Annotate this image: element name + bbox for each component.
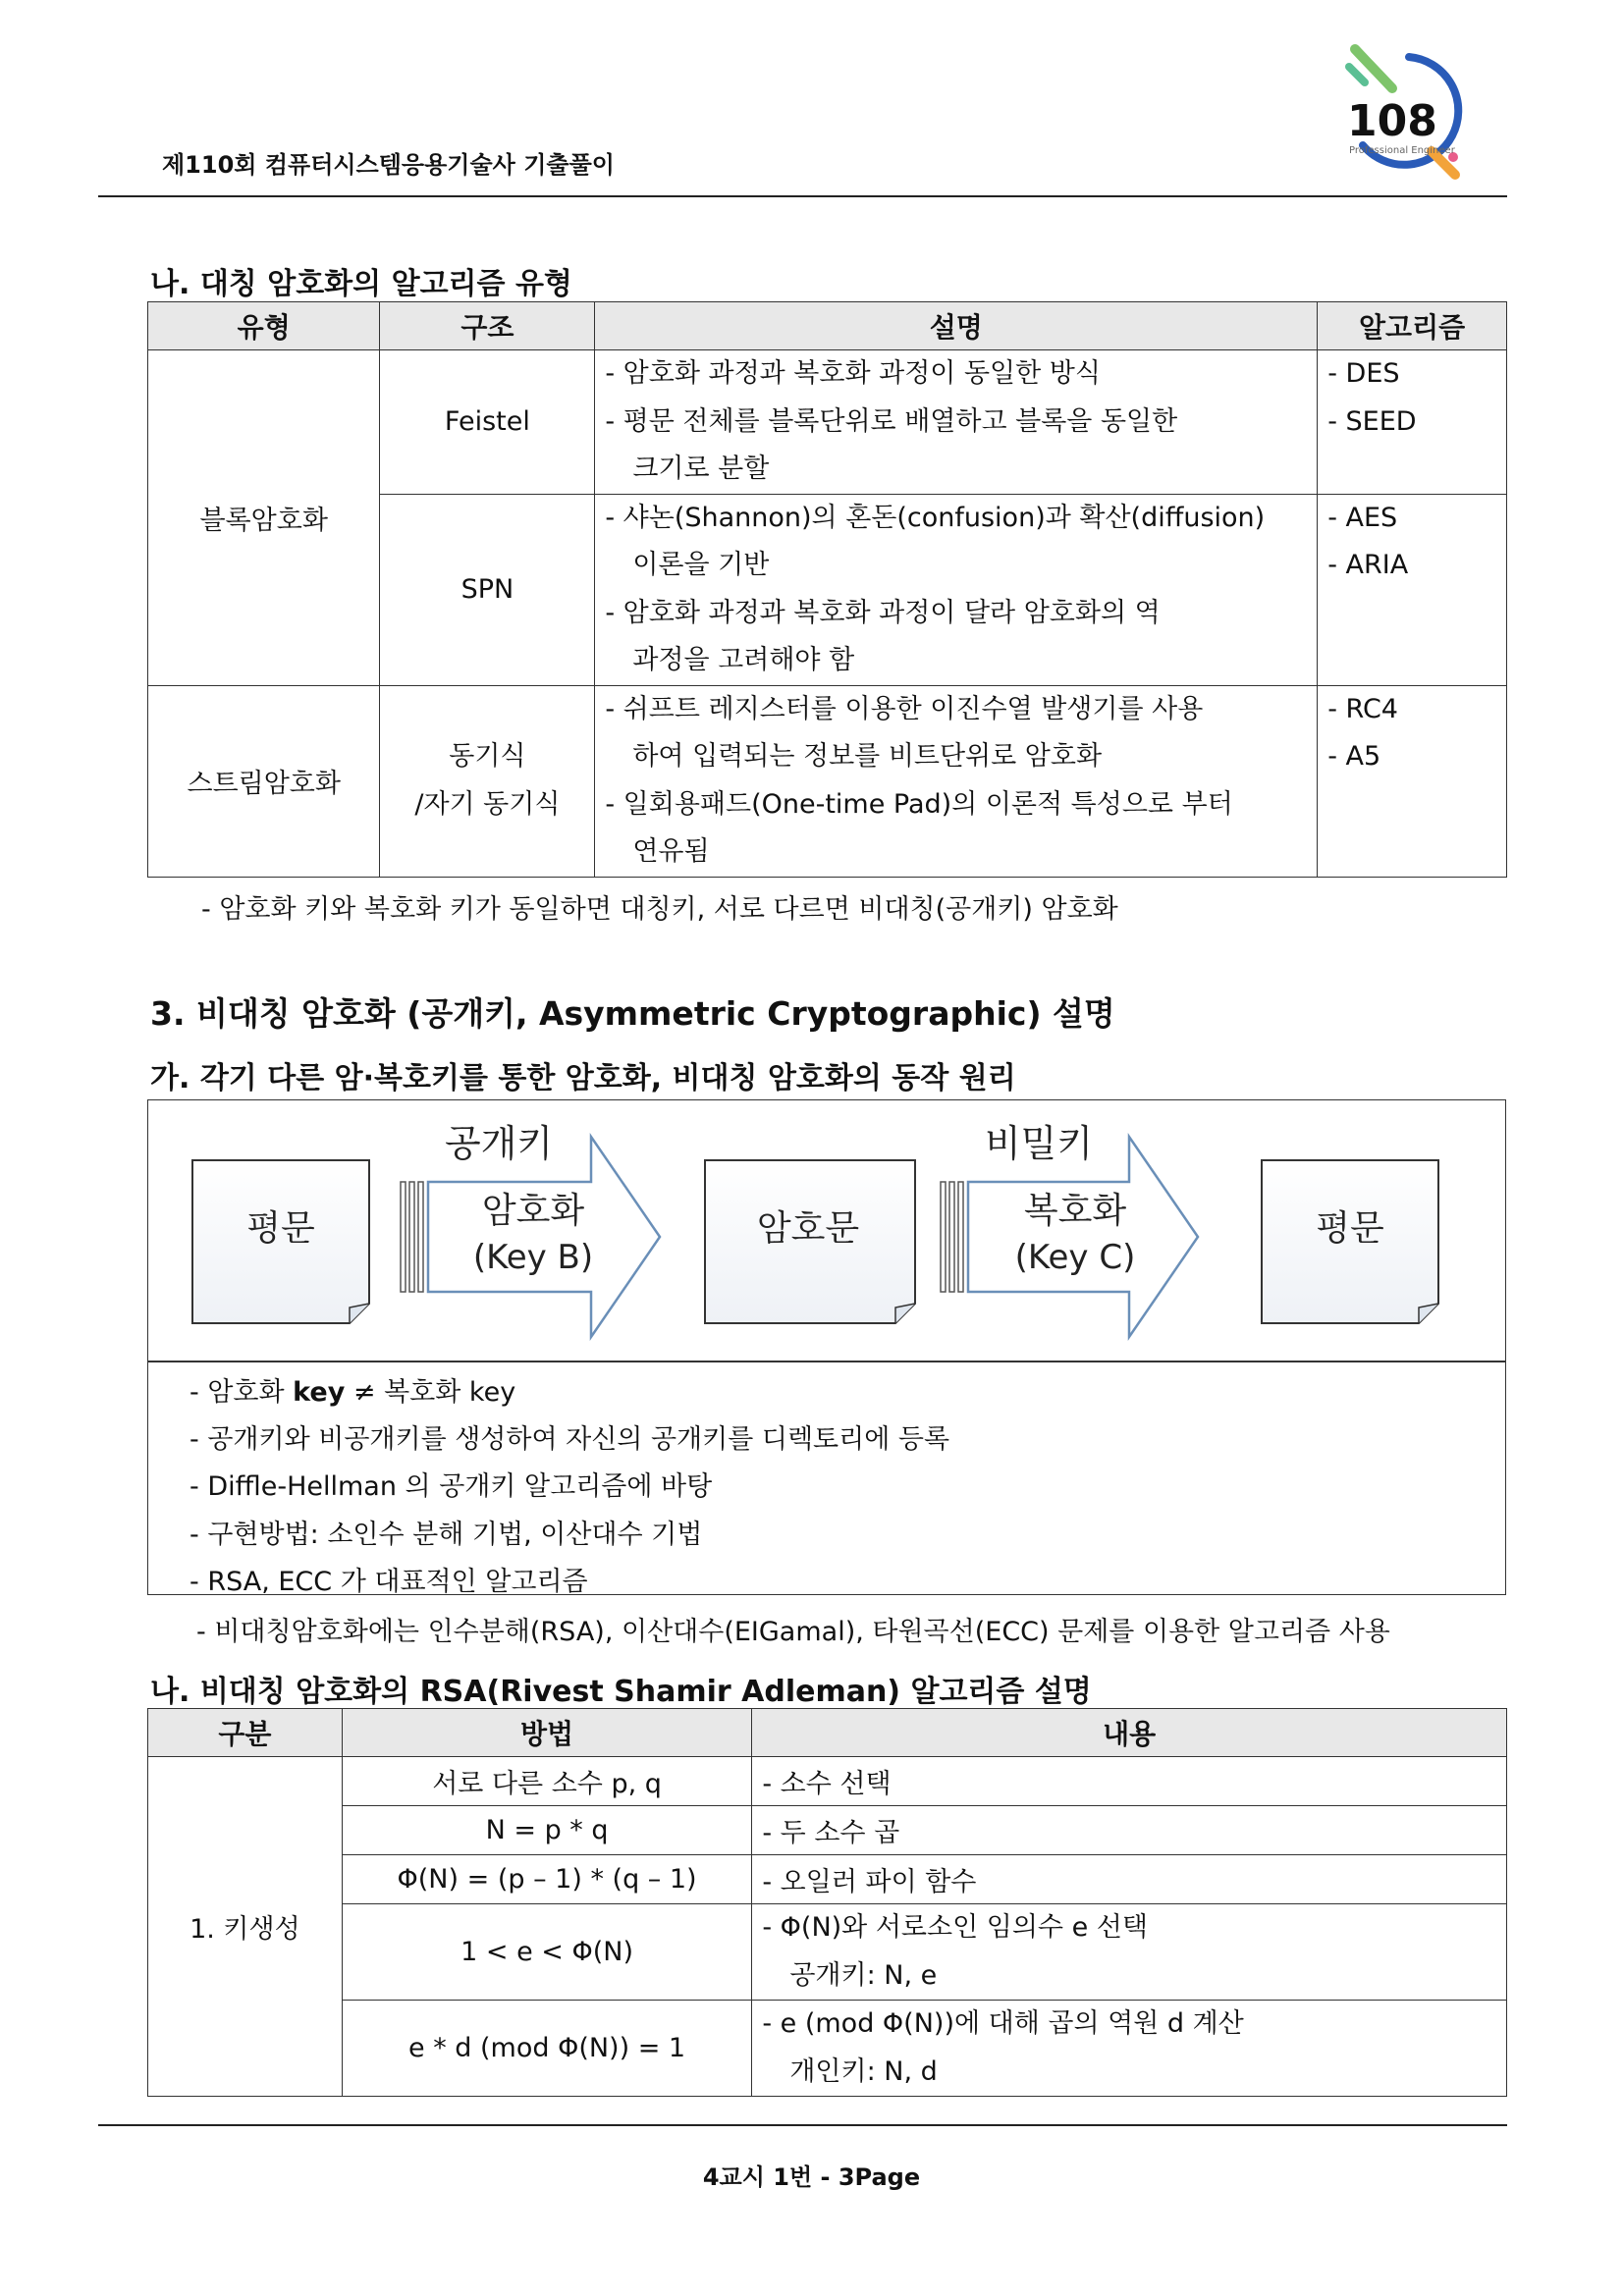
content-cell: [752, 1904, 1507, 2001]
symmetric-note: - 암호화 키와 복호화 키가 동일하면 대칭키, 서로 다르면 비대칭(공개키) 암호화: [201, 894, 1118, 925]
section-heading-symmetric-types: 나. 대칭 암호화의 알고리즘 유형: [150, 267, 572, 301]
public-key-label: 공개키: [444, 1122, 554, 1165]
private-key-label: 비밀키: [984, 1122, 1094, 1165]
bullet-key-register: - 공개키와 비공개키를 생성하여 자신의 공개키를 디렉토리에 등록: [189, 1424, 950, 1455]
description-spn: [595, 494, 1318, 685]
type-stream-cipher: 스트림암호화: [148, 685, 380, 877]
content-cell: - 소수 선택: [752, 1757, 1507, 1806]
table-row: [148, 2001, 1507, 2097]
desc-line: 크기로 분할: [632, 454, 770, 484]
footer-rule: [98, 2124, 1507, 2126]
desc-line: 과정을 고려해야 함: [632, 645, 855, 675]
method-cell: N = p * q: [342, 1806, 752, 1855]
table-row: [148, 1757, 1507, 1806]
algo-line: - RC4: [1327, 693, 1398, 724]
section-heading-rsa: 나. 비대칭 암호화의 RSA(Rivest Shamir Adleman) 알고리즘 설명: [150, 1675, 1092, 1709]
bullet-implementation: - 구현방법: 소인수 분해 기법, 이산대수 기법: [189, 1520, 703, 1550]
content-line: - Φ(N)와 서로소인 임의수 e 선택: [762, 1912, 1148, 1943]
section-heading-asymmetric: 3. 비대칭 암호화 (공개키, Asymmetric Cryptographic) 설명: [150, 994, 1115, 1033]
plaintext-box-1: [192, 1160, 369, 1323]
svg-text:(Key B): (Key B): [472, 1238, 594, 1277]
method-cell: 1 < e < Φ(N): [342, 1904, 752, 2001]
svg-text:평문: 평문: [246, 1208, 315, 1249]
symmetric-algorithm-table: [147, 301, 1507, 878]
content-line: 공개키: N, e: [789, 1959, 938, 1991]
rsa-key-generation-table: [147, 1708, 1507, 2097]
svg-text:암호문: 암호문: [756, 1208, 860, 1249]
algo-line: - AES: [1327, 502, 1398, 533]
desc-line: 하여 입력되는 정보를 비트단위로 암호화: [632, 741, 1103, 772]
desc-line: - 쉬프트 레지스터를 이용한 이진수열 발생기를 사용: [605, 693, 1204, 724]
structure-line: /자기 동기식: [414, 788, 561, 820]
svg-text:평문: 평문: [1316, 1208, 1384, 1249]
desc-line: - 평문 전체를 블록단위로 배열하고 블록을 동일한: [605, 405, 1178, 437]
col-header-content: 내용: [752, 1709, 1507, 1757]
structure-line: 동기식: [449, 741, 526, 772]
col-header-structure: 구조: [380, 302, 595, 350]
algorithms-feistel: [1318, 350, 1507, 495]
content-cell: - 오일러 파이 함수: [752, 1855, 1507, 1904]
encryption-arrow: [401, 1122, 660, 1337]
desc-line: 연유됨: [632, 836, 710, 867]
table-row: [148, 1904, 1507, 2001]
logo-number: 108: [1347, 96, 1437, 146]
col-header-description: 설명: [595, 302, 1318, 350]
col-header-type: 유형: [148, 302, 380, 350]
content-line: - e (mod Φ(N))에 대해 곱의 역원 d 계산: [762, 2008, 1244, 2039]
document-header-title: 제110회 컴퓨터시스템응용기술사 기출풀이: [162, 151, 615, 179]
diagram-separator: [147, 1361, 1506, 1362]
desc-line: 이론을 기반: [632, 550, 770, 580]
method-cell: 서로 다른 소수 p, q: [342, 1757, 752, 1806]
ciphertext-box: [705, 1160, 915, 1323]
algorithms-spn: [1318, 494, 1507, 685]
algo-line: - SEED: [1327, 405, 1417, 437]
desc-line: - 암호화 과정과 복호화 과정이 달라 암호화의 역: [605, 597, 1161, 628]
plaintext-box-2: [1262, 1160, 1438, 1323]
content-cell: - 두 소수 곱: [752, 1806, 1507, 1855]
table-row: [148, 350, 1507, 495]
bullet-key-inequality: - 암호화 key ≠ 복호화 key: [189, 1377, 516, 1408]
desc-line: - 샤논(Shannon)의 혼돈(confusion)과 확산(diffusion): [605, 502, 1266, 533]
category-key-generation: 1. 키생성: [148, 1757, 343, 2097]
encryption-diagram: [147, 1099, 1506, 1361]
decryption-arrow: [941, 1122, 1198, 1337]
svg-text:암호화: 암호화: [481, 1191, 585, 1231]
desc-line: - 암호화 과정과 복호화 과정이 동일한 방식: [605, 358, 1101, 389]
description-feistel: [595, 350, 1318, 495]
table-row: [148, 1806, 1507, 1855]
logo: [1335, 37, 1483, 185]
table-row: [148, 685, 1507, 877]
desc-line: - 일회용패드(One-time Pad)의 이론적 특성으로 부터: [605, 788, 1233, 820]
algo-line: - ARIA: [1327, 550, 1409, 580]
structure-sync: [380, 685, 595, 877]
col-header-category: 구분: [148, 1709, 343, 1757]
description-stream: [595, 685, 1318, 877]
bullet-diffie-hellman: - Diffle-Hellman 의 공개키 알고리즘에 바탕: [189, 1471, 713, 1502]
svg-text:복호화: 복호화: [1023, 1191, 1127, 1231]
bullet-rsa-ecc: - RSA, ECC 가 대표적인 알고리즘: [189, 1567, 588, 1597]
content-cell: [752, 2001, 1507, 2097]
algorithms-stream: [1318, 685, 1507, 877]
method-cell: e * d (mod Φ(N)) = 1: [342, 2001, 752, 2097]
asymmetric-note: - 비대칭암호화에는 인수분해(RSA), 이산대수(EIGamal), 타원곡선(ECC) 문제를 이용한 알고리즘 사용: [196, 1617, 1390, 1647]
col-header-method: 방법: [342, 1709, 752, 1757]
svg-text:(Key C): (Key C): [1014, 1238, 1136, 1277]
method-cell: Φ(N) = (p – 1) * (q – 1): [342, 1855, 752, 1904]
algo-line: - DES: [1327, 358, 1400, 389]
table-row: [148, 1855, 1507, 1904]
structure-feistel: Feistel: [380, 350, 595, 495]
content-line: 개인키: N, d: [789, 2056, 938, 2087]
type-block-cipher: 블록암호화: [148, 350, 380, 686]
header-rule: [98, 195, 1507, 197]
page-footer: 4교시 1번 - 3Page: [702, 2163, 921, 2191]
logo-caption: Professional Engineer: [1349, 145, 1455, 156]
algo-line: - A5: [1327, 741, 1381, 772]
structure-spn: SPN: [380, 494, 595, 685]
col-header-algorithm: 알고리즘: [1318, 302, 1507, 350]
subheading-principle: 가. 각기 다른 암·복호키를 통한 암호화, 비대칭 암호화의 동작 원리: [150, 1061, 1016, 1095]
